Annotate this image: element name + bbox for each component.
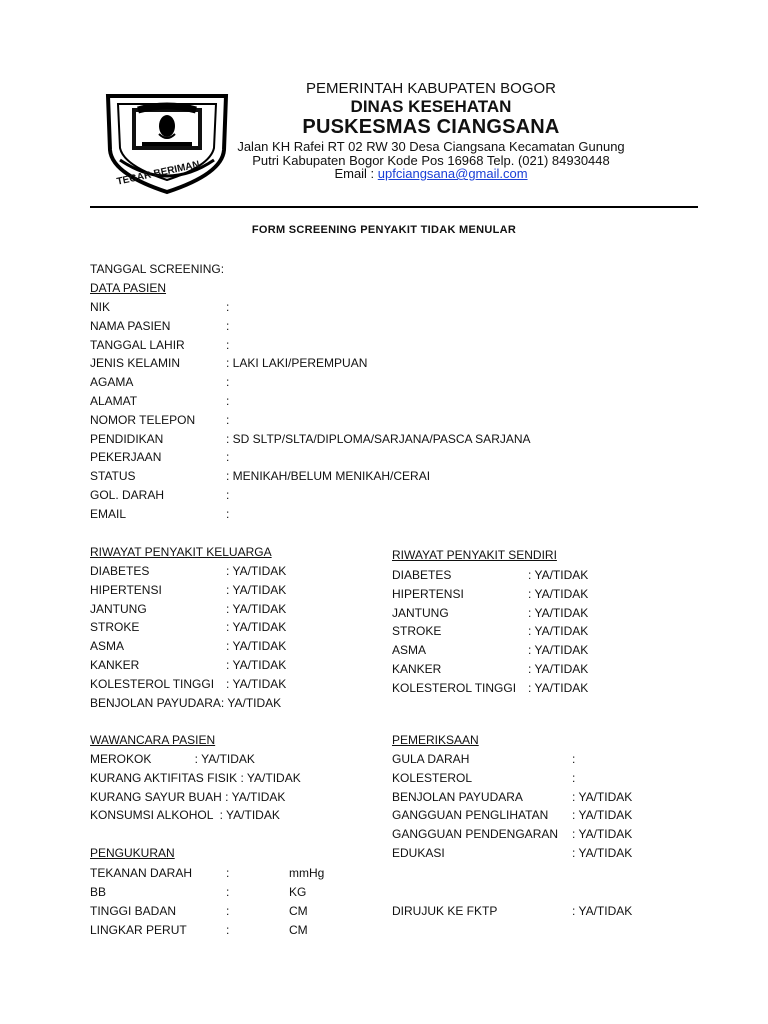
data-pasien-label: TANGGAL LAHIR [90,337,185,352]
letterhead-puskesmas: PUSKESMAS CIANGSANA [302,116,560,138]
riwayat-sendiri-value: : YA/TIDAK [528,605,589,620]
riwayat-sendiri-label: DIABETES [392,568,452,582]
dirujuk-value: : YA/TIDAK [572,904,633,918]
riwayat-keluarga-label: JANTUNG [90,601,147,616]
riwayat-sendiri-label: HIPERTENSI [392,586,464,601]
data-pasien-value: : [226,412,230,427]
pengukuran-colon: : [226,885,230,899]
pemeriksaan-value: : YA/TIDAK [572,808,633,823]
pemeriksaan-label: GANGGUAN PENDENGARAN [392,827,559,842]
pengukuran-unit: mmHg [289,866,325,880]
riwayat-keluarga-value: : YA/TIDAK [226,620,287,635]
riwayat-sendiri-label: KANKER [392,662,442,676]
riwayat-sendiri-value: : YA/TIDAK [528,586,589,601]
riwayat-sendiri-label: KOLESTEROL TINGGI [392,680,517,695]
pemeriksaan-label: EDUKASI [392,846,445,860]
riwayat-keluarga-label: KANKER [90,658,140,672]
data-pasien-label: GOL. DARAH [90,488,165,502]
pemeriksaan-label: GULA DARAH [392,752,470,766]
form-title: FORM SCREENING PENYAKIT TIDAK MENULAR [251,224,517,236]
riwayat-keluarga-value: : YA/TIDAK [226,676,287,691]
data-pasien-value: : [226,450,230,465]
riwayat-sendiri-label: STROKE [392,624,442,639]
pengukuran-colon: : [226,904,230,918]
data-pasien-value: : [226,375,230,390]
riwayat-sendiri-label: JANTUNG [392,605,449,620]
riwayat-sendiri-value: : YA/TIDAK [528,643,589,658]
benjolan-payudara-keluarga: BENJOLAN PAYUDARA: YA/TIDAK [90,696,282,710]
data-pasien-label: JENIS KELAMIN [90,356,181,371]
data-pasien-value: : MENIKAH/BELUM MENIKAH/CERAI [226,469,431,484]
riwayat-keluarga-value: : YA/TIDAK [226,658,287,672]
riwayat-keluarga-label: HIPERTENSI [90,582,162,597]
riwayat-keluarga-label: STROKE [90,620,140,635]
data-pasien-label: NAMA PASIEN [90,318,171,333]
riwayat-sendiri-heading: RIWAYAT PENYAKIT SENDIRI [392,548,557,562]
pengukuran-unit: CM [289,904,308,918]
riwayat-keluarga-value: : YA/TIDAK [226,564,287,578]
pemeriksaan-label: KOLESTEROL [392,770,473,785]
riwayat-keluarga-value: : YA/TIDAK [226,601,287,616]
data-pasien-value: : [226,300,230,314]
dirujuk-label: DIRUJUK KE FKTP [392,904,498,918]
data-pasien-label: STATUS [90,469,136,484]
data-pasien-label: ALAMAT [90,394,138,408]
riwayat-keluarga-value: : YA/TIDAK [226,582,287,597]
letterhead-government: PEMERINTAH KABUPATEN BOGOR [305,80,557,97]
riwayat-keluarga-label: ASMA [90,639,125,654]
pemeriksaan-label: GANGGUAN PENGLIHATAN [392,808,549,823]
pengukuran-heading: PENGUKURAN [90,846,175,860]
wawancara-item: MEROKOK : YA/TIDAK [90,752,255,766]
pemeriksaan-value: : YA/TIDAK [572,789,633,804]
pemeriksaan-label: BENJOLAN PAYUDARA [392,789,523,804]
pemeriksaan-value: : [572,770,576,785]
pengukuran-label: TEKANAN DARAH [90,866,193,880]
data-pasien-value: : LAKI LAKI/PEREMPUAN [226,356,368,371]
riwayat-keluarga-label: KOLESTEROL TINGGI [90,676,215,691]
pengukuran-label: TINGGI BADAN [90,904,177,918]
pengukuran-label: LINGKAR PERUT [90,923,187,937]
wawancara-item: KONSUMSI ALKOHOL : YA/TIDAK [90,808,280,823]
letterhead-divider [90,206,698,208]
pengukuran-unit: KG [289,885,307,899]
data-pasien-label: NOMOR TELEPON [90,412,196,427]
riwayat-keluarga-label: DIABETES [90,564,150,578]
data-pasien-label: AGAMA [90,375,134,390]
data-pasien-value: : [226,506,230,521]
data-pasien-label: PENDIDIKAN [90,431,164,446]
email-label: Email : [334,166,378,181]
tanggal-screening: TANGGAL SCREENING: [90,262,225,276]
email-link[interactable]: upfciangsana@gmail.com [377,166,528,181]
pengukuran-unit: CM [289,923,308,937]
riwayat-sendiri-value: : YA/TIDAK [528,662,589,676]
riwayat-sendiri-value: : YA/TIDAK [528,680,589,695]
letterhead-department: DINAS KESEHATAN [350,97,512,116]
data-pasien-value: : [226,488,230,502]
letterhead-address-2: Putri Kabupaten Bogor Kode Pos 16968 Telp. (021) 84930448 [252,153,610,168]
pemeriksaan-value: : YA/TIDAK [572,846,633,860]
wawancara-heading: WAWANCARA PASIEN [90,733,216,747]
data-pasien-label: PEKERJAAN [90,450,162,465]
data-pasien-label: EMAIL [90,506,127,521]
pengukuran-label: BB [90,885,107,899]
pengukuran-colon: : [226,923,230,937]
data-pasien-label: NIK [90,300,111,314]
riwayat-sendiri-label: ASMA [392,643,427,658]
data-pasien-value: : SD SLTP/SLTA/DIPLOMA/SARJANA/PASCA SARJANA [226,431,531,446]
riwayat-keluarga-heading: RIWAYAT PENYAKIT KELUARGA [90,545,272,559]
pengukuran-colon: : [226,866,230,880]
wawancara-item: KURANG AKTIFITAS FISIK : YA/TIDAK [90,770,301,785]
pemeriksaan-value: : YA/TIDAK [572,827,633,842]
riwayat-sendiri-value: : YA/TIDAK [528,568,589,582]
letterhead-email-line [220,166,642,181]
data-pasien-heading: DATA PASIEN [90,281,167,295]
riwayat-sendiri-value: : YA/TIDAK [528,624,589,639]
data-pasien-value: : [226,337,230,352]
pemeriksaan-value: : [572,752,576,766]
riwayat-keluarga-value: : YA/TIDAK [226,639,287,654]
wawancara-item: KURANG SAYUR BUAH : YA/TIDAK [90,789,286,804]
data-pasien-value: : [226,318,230,333]
data-pasien-value: : [226,394,230,408]
letterhead-address-1: Jalan KH Rafei RT 02 RW 30 Desa Ciangsana Kecamatan Gunung [237,139,625,154]
logo-ribbon-text: TEGAR BERIMAN [115,159,201,188]
pemeriksaan-heading: PEMERIKSAAN [392,733,479,747]
